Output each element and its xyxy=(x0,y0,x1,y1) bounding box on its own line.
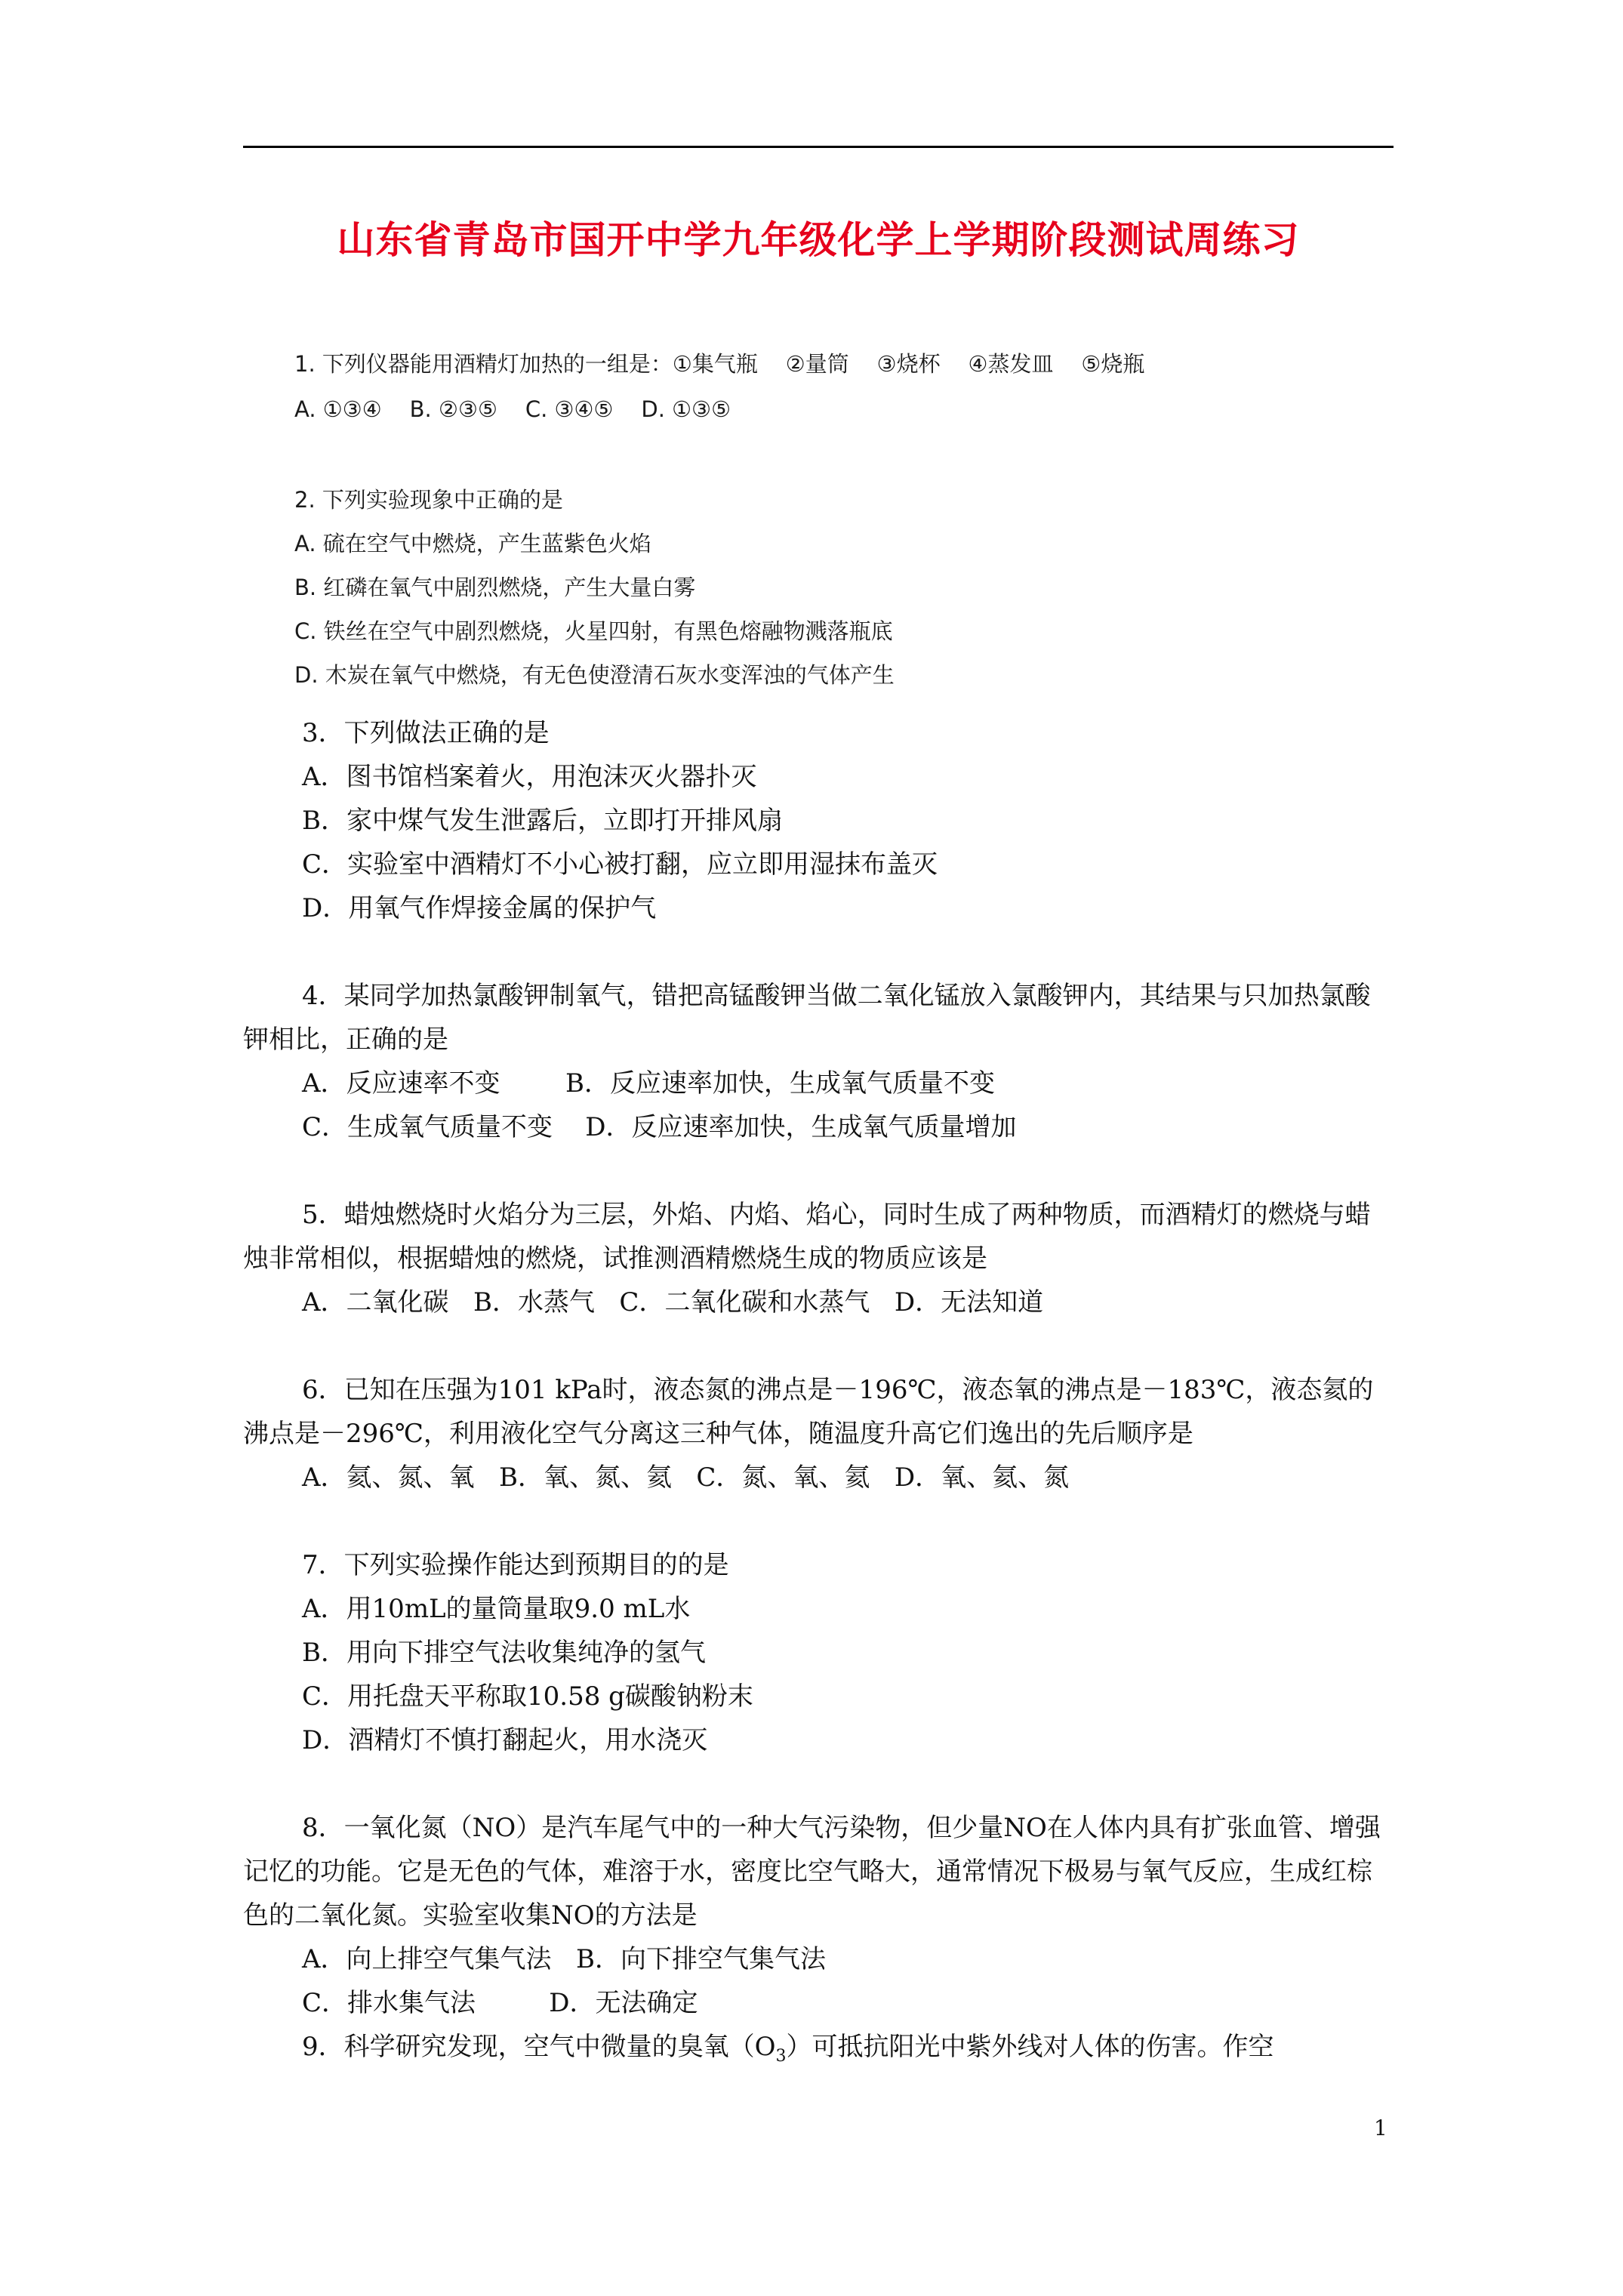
question-1-stem: 1. 下列仪器能用酒精灯加热的一组是：①集气瓶 ②量筒 ③烧杯 ④蒸发皿 ⑤烧瓶 xyxy=(294,351,1145,377)
question-9-stem-before: 9．科学研究发现，空气中微量的臭氧（O xyxy=(302,2032,776,2062)
question-9-stem-after: ）可抵抗阳光中紫外线对人体的伤害。作空 xyxy=(786,2032,1274,2062)
document-title: 山东省青岛市国开中学九年级化学上学期阶段测试周练习 xyxy=(337,217,1300,262)
question-7-option-b: B．用向下排空气法收集纯净的氢气 xyxy=(302,1638,706,1668)
question-7 xyxy=(243,1543,1394,1762)
question-6 xyxy=(243,1368,1394,1499)
question-4 xyxy=(243,974,1394,1149)
question-5-stem: 5．蜡烛燃烧时火焰分为三层，外焰、内焰、焰心，同时生成了两种物质，而酒精灯的燃烧与蜡烛非常相似，根据蜡烛的燃烧，试推测酒精燃烧生成的物质应该是 xyxy=(243,1200,1371,1274)
question-5 xyxy=(243,1193,1394,1324)
question-4-options-row-2: C．生成氧气质量不变 D．反应速率加快，生成氧气质量增加 xyxy=(302,1112,1017,1142)
question-7-stem: 7．下列实验操作能达到预期目的的是 xyxy=(302,1550,729,1580)
question-8-stem: 8．一氧化氮（NO）是汽车尾气中的一种大气污染物，但少量NO在人体内具有扩张血管、增强记忆的功能。它是无色的气体，难溶于水，密度比空气略大，通常情况下极易与氧气反应，生成红棕色的二氧化氮。实验室收集NO的方法是 xyxy=(243,1813,1381,1931)
question-4-options-row-1: A．反应速率不变 B．反应速率加快，生成氧气质量不变 xyxy=(302,1068,995,1099)
question-2-option-c: C. 铁丝在空气中剧烈燃烧，火星四射，有黑色熔融物溅落瓶底 xyxy=(294,618,893,644)
question-6-stem: 6．已知在压强为101 kPa时，液态氮的沸点是－196℃，液态氧的沸点是－183℃，液态氦的沸点是－296℃，利用液化空气分离这三种气体，随温度升高它们逸出的先后顺序是 xyxy=(243,1375,1374,1449)
question-3-option-a: A．图书馆档案着火，用泡沫灭火器扑灭 xyxy=(302,762,757,792)
question-9 xyxy=(243,2025,1394,2079)
question-2-stem: 2. 下列实验现象中正确的是 xyxy=(294,487,563,513)
question-8-options-row-2: C．排水集气法 D．无法确定 xyxy=(302,1988,698,2018)
question-3-stem: 3．下列做法正确的是 xyxy=(302,718,550,748)
question-2-option-d: D. 木炭在氧气中燃烧，有无色使澄清石灰水变浑浊的气体产生 xyxy=(294,662,895,688)
question-2-option-a: A. 硫在空气中燃烧，产生蓝紫色火焰 xyxy=(294,531,651,556)
question-6-options: A．氦、氮、氧 B．氧、氮、氦 C．氮、氧、氦 D．氧、氦、氮 xyxy=(302,1462,1070,1493)
question-3-option-d: D．用氧气作焊接金属的保护气 xyxy=(302,893,657,923)
question-8 xyxy=(243,1806,1394,2025)
question-3-option-b: B．家中煤气发生泄露后，立即打开排风扇 xyxy=(302,806,783,836)
question-4-stem: 4．某同学加热氯酸钾制氧气，错把高锰酸钾当做二氧化锰放入氯酸钾内，其结果与只加热氯酸钾相比，正确的是 xyxy=(243,981,1371,1055)
question-7-option-d: D．酒精灯不慎打翻起火，用水浇灭 xyxy=(302,1725,708,1755)
question-5-options: A．二氧化碳 B．水蒸气 C．二氧化碳和水蒸气 D．无法知道 xyxy=(302,1287,1044,1318)
question-3 xyxy=(243,711,1394,930)
header-rule xyxy=(243,146,1394,148)
question-3-option-c: C．实验室中酒精灯不小心被打翻，应立即用湿抹布盖灭 xyxy=(302,849,938,880)
question-7-option-a: A．用10mL的量筒量取9.0 mL水 xyxy=(302,1594,691,1624)
question-9-stem xyxy=(243,2025,1394,2079)
question-1-options: A. ①③④ B. ②③⑤ C. ③④⑤ D. ①③⑤ xyxy=(294,396,731,422)
question-2-option-b: B. 红磷在氧气中剧烈燃烧，产生大量白雾 xyxy=(294,575,696,600)
page-number: 1 xyxy=(1374,2116,1387,2140)
question-7-option-c: C．用托盘天平称取10.58 g碳酸钠粉末 xyxy=(302,1681,753,1712)
question-9-subscript: 3 xyxy=(775,2046,787,2066)
question-8-options-row-1: A．向上排空气集气法 B．向下排空气集气法 xyxy=(302,1944,826,1974)
